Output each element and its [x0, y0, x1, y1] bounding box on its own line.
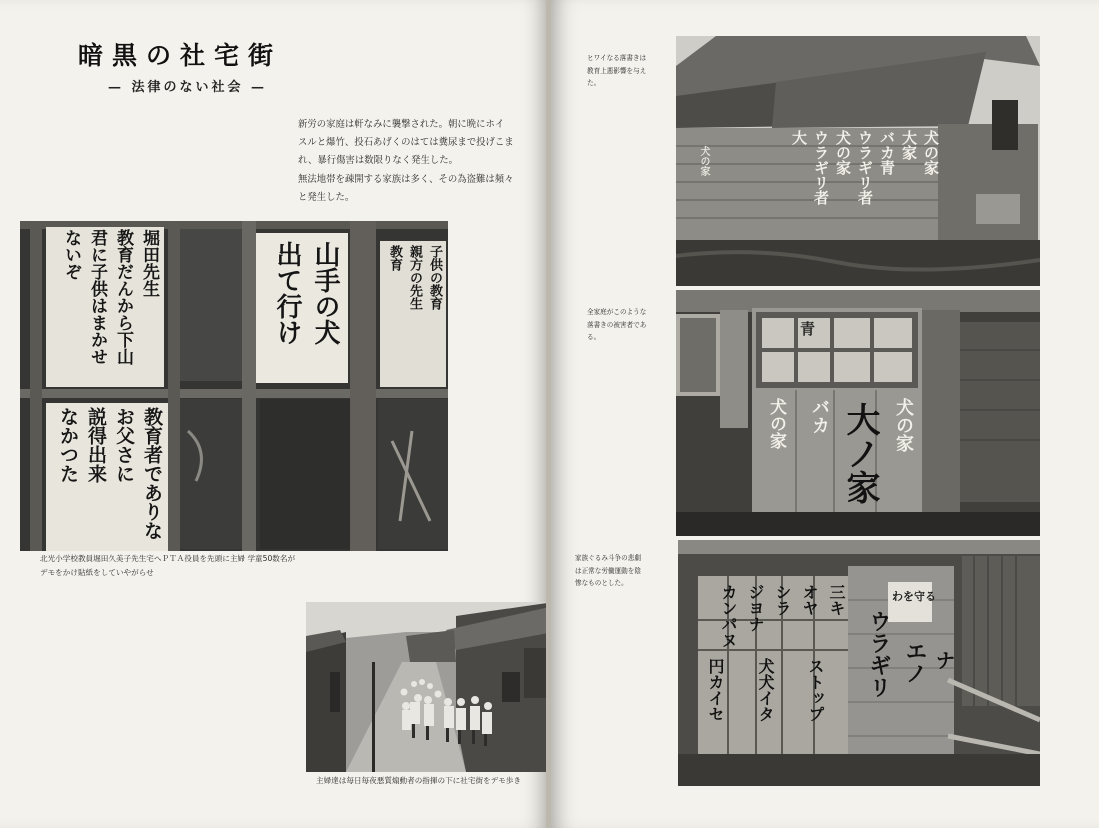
poster-text: わを守る	[892, 590, 936, 603]
graffiti-line: シラ	[773, 584, 792, 616]
poster-kyouiku	[50, 407, 166, 549]
caption-line: る。	[587, 333, 601, 341]
photo-house-graffiti-3	[678, 540, 1040, 786]
graffiti-text: バカ	[809, 398, 830, 434]
photo-caption	[587, 52, 687, 90]
body-line: 無法地帯を疎開する家族は多く、その為盗難は頻々	[298, 173, 514, 185]
graffiti-line: ウラギリ者	[812, 130, 830, 205]
graffiti-text: 犬の家	[698, 146, 709, 176]
graffiti-text: 犬の家	[893, 398, 914, 452]
graffiti-text: ナ	[932, 650, 956, 670]
body-line: 新労の家庭は軒なみに襲撃された。朝に晩にホイ	[298, 119, 505, 130]
graffiti-text: ウラギリ	[866, 610, 892, 698]
graffiti-line: 大	[790, 130, 808, 145]
graffiti-text: 犬の家	[766, 398, 786, 449]
graffiti-line: バカ青	[878, 130, 896, 175]
page-subtitle: — 法律のない社会 —	[108, 80, 268, 95]
graffiti-text: 青	[800, 320, 816, 338]
body-line: れ、暴行傷害は数限りなく発生した。	[298, 155, 458, 167]
body-line: スルと爆竹、投石あげくのはては糞尿まで投げこま	[298, 137, 514, 149]
graffiti-text: ストップ	[806, 658, 825, 722]
poster-line: 説得出来	[85, 407, 107, 483]
poster-hotta	[50, 229, 162, 385]
right-page	[551, 0, 1099, 828]
poster-line: 教育だんから下山	[113, 229, 133, 365]
photo-caption	[575, 552, 685, 590]
poster-line: 君に子供はまかせ	[87, 229, 107, 365]
photo-window-posters	[20, 221, 448, 551]
caption-line: た。	[587, 79, 601, 87]
article-body	[298, 116, 550, 207]
graffiti-line: 犬の家	[922, 130, 940, 175]
poster-line: 堀田先生	[139, 229, 159, 297]
graffiti-line: ジヨナ	[746, 584, 765, 632]
caption-line: 教育上悪影響を与え	[587, 66, 647, 75]
poster-line: 山手の犬	[310, 241, 340, 345]
photo-street-demo	[306, 602, 554, 772]
photo-house-graffiti-1	[676, 36, 1040, 286]
poster-line: 教育	[387, 245, 402, 271]
poster-yamate	[264, 241, 344, 381]
graffiti-line: ウラギリ者	[856, 130, 874, 205]
page-title: 暗黒の社宅街	[78, 41, 283, 70]
graffiti-line: 大家	[900, 130, 918, 160]
left-page	[0, 0, 548, 828]
poster-kodomo	[382, 245, 444, 385]
caption-line: 家族ぐるみ斗争の悲劇	[575, 554, 641, 562]
graffiti-line: オヤ	[800, 584, 819, 616]
photo-house-graffiti-2	[676, 290, 1040, 536]
poster-line: なかつた	[57, 407, 79, 483]
photo-caption: 北光小学校教員堀田久美子先生宅へＰＴＡ役員を先頭に主婦 学童50数名がデモをかけ貼紙をしていやがらせ	[40, 554, 296, 577]
body-line: と発生した。	[298, 191, 355, 203]
graffiti-text: 大ノ家	[840, 402, 880, 504]
caption-line: 全家庭がこのような	[587, 308, 647, 316]
graffiti-line: カンパヌ	[719, 584, 738, 648]
poster-line: 子供の教育	[427, 245, 442, 310]
graffiti-text: エノ	[902, 640, 928, 684]
poster-line: お父さに	[113, 407, 135, 483]
poster-line: ないぞ	[61, 229, 81, 280]
caption-line: は正常な労働運動を陰	[575, 566, 641, 575]
graffiti-line: 三キ	[827, 584, 846, 616]
graffiti-line: 犬の家	[834, 130, 852, 175]
graffiti-text: 犬犬イタ	[756, 658, 775, 722]
poster-line: 親方の先生	[407, 245, 422, 310]
photo-caption	[587, 306, 687, 344]
caption-line: 惨なものとした。	[575, 579, 628, 587]
photo-caption: 主婦達は毎日毎夜悪質煽動者の指揮の下に社宅街をデモ歩き	[316, 776, 522, 785]
poster-line: 教育者でありな	[141, 407, 163, 540]
graffiti-text	[772, 130, 942, 240]
poster-line: 出て行け	[272, 241, 302, 345]
caption-line: 落書きの被害者であ	[587, 320, 647, 329]
caption-line: ヒワイなる落書きは	[587, 54, 647, 62]
graffiti-text: 円カイセ	[706, 658, 725, 722]
